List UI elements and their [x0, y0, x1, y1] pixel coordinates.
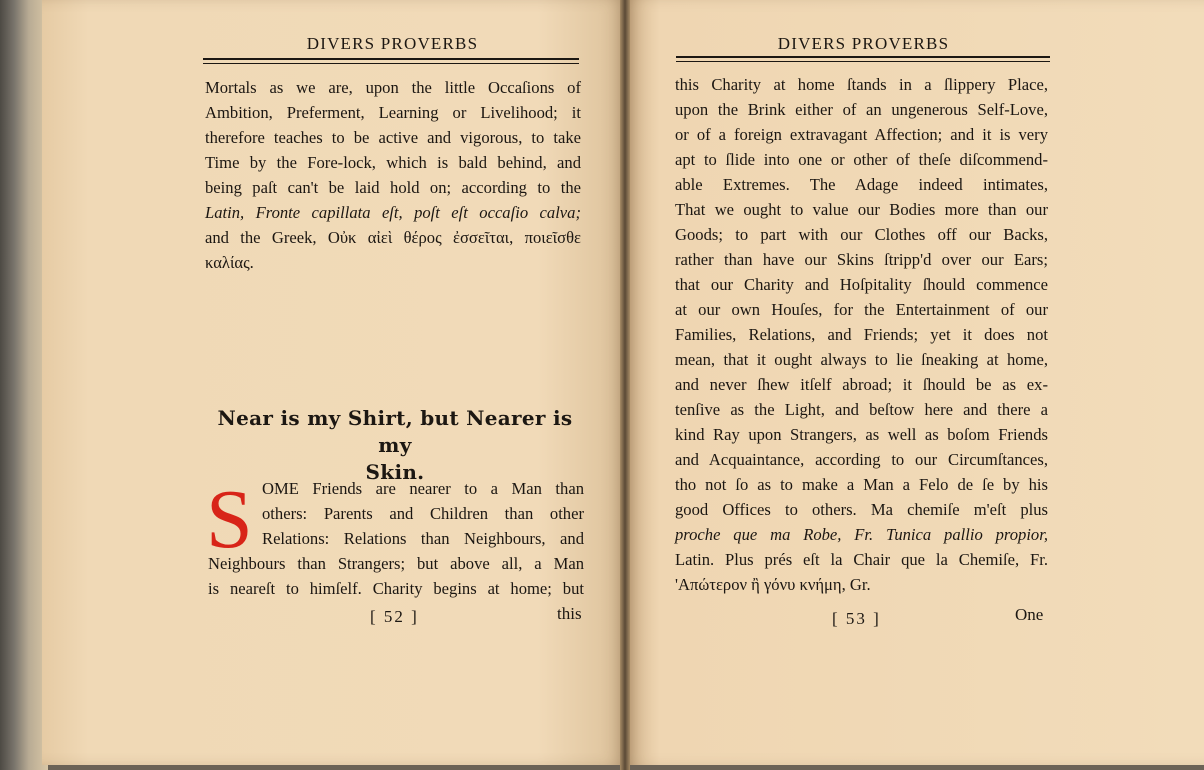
text-line: is neareſt to himſelf. Charity begins at home; but — [208, 579, 584, 598]
text-line: That we ought to value our Bodies more than our — [675, 200, 1048, 219]
text-line: this Charity at home ſtands in a ſlippery Place, — [675, 75, 1048, 94]
text-line: Latin. Plus prés eſt la Chair que la Chemiſe, Fr. — [675, 550, 1048, 569]
right-head-rule-thin — [676, 61, 1050, 62]
right-head-rule — [676, 56, 1050, 58]
book-gutter — [620, 0, 630, 770]
text-line: or of a foreign extravagant Affection; and it is very — [675, 125, 1048, 144]
text-line: Ambition, Preferment, Learning or Livelihood; it — [205, 103, 581, 122]
text-line: that our Charity and Hoſpitality ſhould commence — [675, 275, 1048, 294]
text-line: tho not ſo as to make a Man a Felo de ſe by his — [675, 475, 1048, 494]
text-line: and the Greek, Οὐκ αἰεὶ θέρος ἐσσεῖται, ποιεῖσθε — [205, 228, 581, 247]
book-edge — [0, 0, 48, 770]
left-para-full — [208, 551, 584, 601]
text-line: 'Απώτερον ἢ γόνυ κνήμη, Gr. — [675, 575, 871, 594]
text-line: therefore teaches to be active and vigorous, to take — [205, 128, 581, 147]
text-line: Relations: Relations than Neighbours, and — [262, 529, 584, 548]
text-line: Neighbours than Strangers; but above all, a Man — [208, 554, 584, 573]
text-line: tenſive as the Light, and beſtow here and there a — [675, 400, 1048, 419]
right-text — [675, 72, 1048, 597]
text-line: mean, that it ought always to lie ſneaking at home, — [675, 350, 1048, 369]
text-line: καλίας. — [205, 253, 254, 272]
drop-cap: S — [206, 473, 253, 566]
text-line: and never ſhew itſelf abroad; it ſhould be as ex- — [675, 375, 1048, 394]
heading-line: Skin. — [365, 460, 425, 484]
section-heading — [205, 405, 585, 486]
left-running-head: DIVERS PROVERBS — [306, 34, 479, 53]
heading-line: Near is my Shirt, but Nearer is my — [217, 406, 573, 457]
text-line: being paſt can't be laid hold on; according to the — [205, 178, 581, 197]
text-line: good Offices to others. Ma chemiſe m'eſt plus — [675, 500, 1048, 519]
left-top-text — [205, 75, 581, 275]
text-line: and Acquaintance, according to our Circumſtances, — [675, 450, 1048, 469]
text-line: Goods; to part with our Clothes off our Backs, — [675, 225, 1048, 244]
left-head-rule — [203, 58, 579, 60]
text-line: Families, Relations, and Friends; yet it does not — [675, 325, 1048, 344]
right-catchword: One — [1015, 605, 1044, 624]
text-line: upon the Brink either of an ungenerous Self-Love, — [675, 100, 1048, 119]
text-line: proche que ma Robe, Fr. Tunica pallio propior, — [675, 525, 1048, 544]
left-catchword: this — [557, 604, 582, 623]
text-line: kind Ray upon Strangers, as well as boſom Friends — [675, 425, 1048, 444]
left-para-indented — [262, 476, 584, 551]
left-page-number: [ 52 ] — [370, 607, 419, 626]
right-running-head: DIVERS PROVERBS — [777, 34, 950, 53]
left-head-rule-thin — [203, 63, 579, 64]
text-line: apt to ſlide into one or other of theſe diſcommend- — [675, 150, 1048, 169]
text-line: able Extremes. The Adage indeed intimates, — [675, 175, 1048, 194]
text-line: others: Parents and Children than other — [262, 504, 584, 523]
right-page-number: [ 53 ] — [832, 609, 881, 628]
text-line: Time by the Fore-lock, which is bald behind, and — [205, 153, 581, 172]
text-line: rather than have our Skins ſtripp'd over our Ears; — [675, 250, 1048, 269]
text-line: Mortals as we are, upon the little Occaſions of — [205, 78, 581, 97]
text-line: at our own Houſes, for the Entertainment of our — [675, 300, 1048, 319]
text-line: Latin, Fronte capillata eſt, poſt eſt occaſio calva; — [205, 203, 581, 222]
text-line: OME Friends are nearer to a Man than — [262, 479, 584, 498]
